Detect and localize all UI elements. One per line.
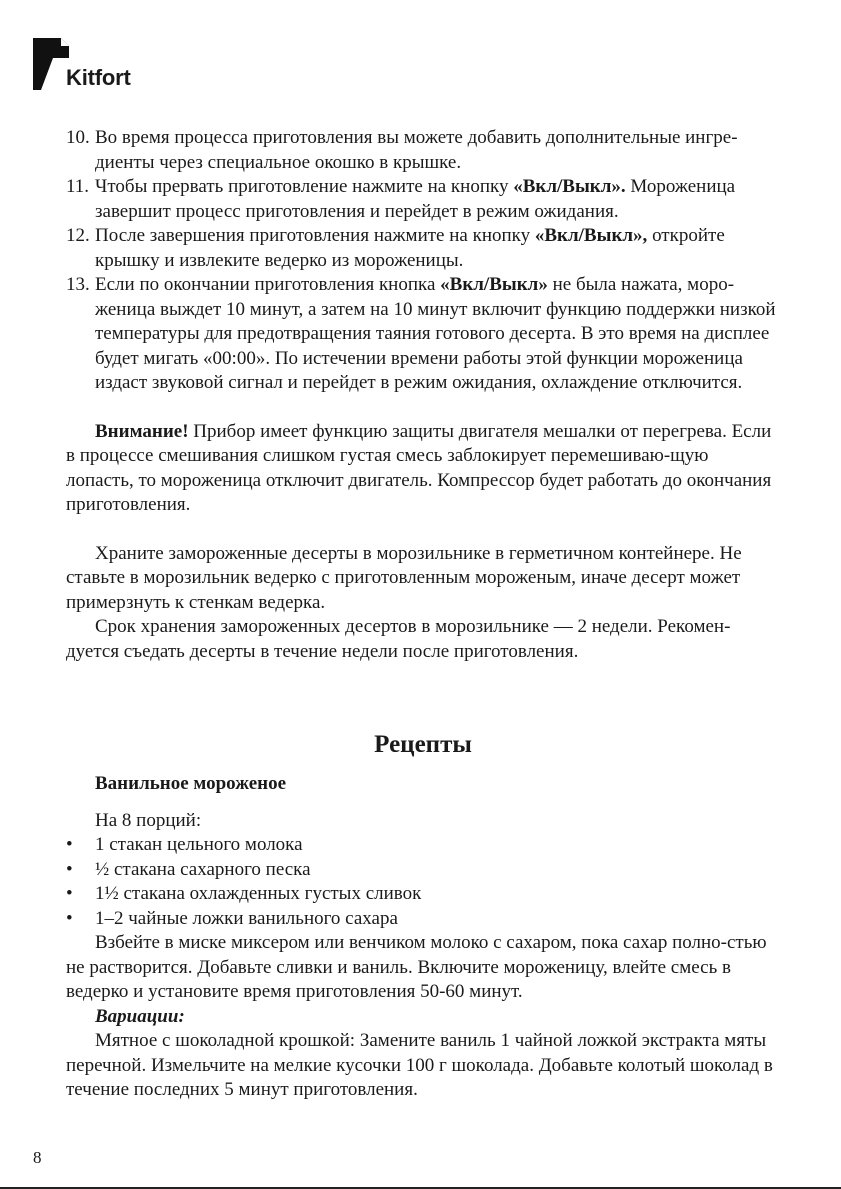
button-name: «Вкл/Выкл». [513,176,626,197]
step-item [66,175,778,224]
step-number: 10. [66,127,90,148]
step-text: Во время процесса приготовления вы можете добавить дополнительные ингре-диенты через специальное окошко в крышке. [95,127,738,173]
brand-name: Kitfort [66,65,131,90]
variation-paragraph: Мятное с шоколадной крошкой: Замените ваниль 1 чайной ложкой экстракта мяты перечной. Измельчите на мелкие кусочки 100 г шоколада. Добавьте колотый шоколад в течение последних 5 минут приготовления. [66,1030,773,1100]
ingredient: ½ стакана сахарного песка [95,858,311,880]
step-text-part: Мороженица завершит процесс приготовления и перейдет в режим ожидания. [95,176,736,222]
steps-list [66,126,778,396]
storage-paragraph: Храните замороженные десерты в морозильнике в герметичном контейнере. Не ставьте в морозильник ведерко с приготовленным мороженым, иначе десерт может примерзнуть к стенкам ведерка. [66,542,742,613]
step-text-part: Чтобы прервать приготовление нажмите на кнопку [95,176,514,197]
step-text [95,273,778,396]
variations-label: Вариации: [95,1005,185,1027]
list-item [66,907,778,932]
list-item [66,882,778,907]
ingredient: 1–2 чайные ложки ванильного сахара [95,907,398,929]
recipes-heading: Рецепты [374,731,472,758]
warning-label: Внимание! [95,420,189,442]
bullet-icon: • [66,883,73,904]
step-item [66,224,778,273]
button-name: «Вкл/Выкл» [440,274,548,295]
page-number: 8 [33,1148,42,1167]
step-number: 13. [66,274,90,295]
button-name: «Вкл/Выкл», [534,225,648,246]
warning-text: Прибор имеет функцию защиты двигателя мешалки от перегрева. Если в процессе смешивания слишком густая смесь заблокирует перемешиваю-щую лопасть, то мороженица отключит двигатель. Компрессор будет работать до окончания приготовления. [66,420,772,515]
step-text-part: Если по окончании приготовления кнопка [95,274,441,295]
kitfort-logo-mark [33,38,69,95]
ingredient: 1½ стакана охлажденных густых сливок [95,883,422,904]
warning-paragraph [66,420,778,518]
step-item [66,273,778,396]
list-item [66,833,778,858]
storage-duration-paragraph: Срок хранения замороженных десертов в морозильнике — 2 недели. Рекомен-дуется съедать десерты в течение недели после приготовления. [66,616,731,662]
step-number: 12. [66,225,90,246]
bullet-icon: • [66,858,73,880]
step-text-part: откройте крышку и извлеките ведерко из мороженицы. [95,225,725,271]
logo-icon [33,38,69,90]
step-text [95,224,778,273]
servings: На 8 порций: [95,809,202,831]
page-content [66,126,778,1103]
step-text-part: не была нажата, моро-женица выждет 10 минут, а затем на 10 минут включит функцию поддержки низкой температуры для предотвращения таяния готового десерта. В это время на дисплее будет мигать «00:00». По истечении времени работы этой функции мороженица издаст звуковой сигнал и перейдет в режим ожидания, охлаждение отключится. [95,274,776,393]
bullet-icon: • [66,834,73,855]
step-text [95,175,778,224]
step-number: 11. [66,176,90,197]
method-paragraph: Взбейте в миске миксером или венчиком молоко с сахаром, пока сахар полно-стью не растворится. Добавьте сливки и ваниль. Включите мороженицу, влейте смесь в ведерко и установите время приготовления 50-60 минут. [66,932,767,1002]
step-text-part: После завершения приготовления нажмите на кнопку [95,225,535,246]
step-item [66,126,778,175]
list-item [66,858,778,883]
recipe-title: Ванильное мороженое [95,773,287,794]
ingredient: 1 стакан цельного молока [95,834,303,855]
bullet-icon: • [66,907,73,929]
ingredients-list [66,833,778,931]
